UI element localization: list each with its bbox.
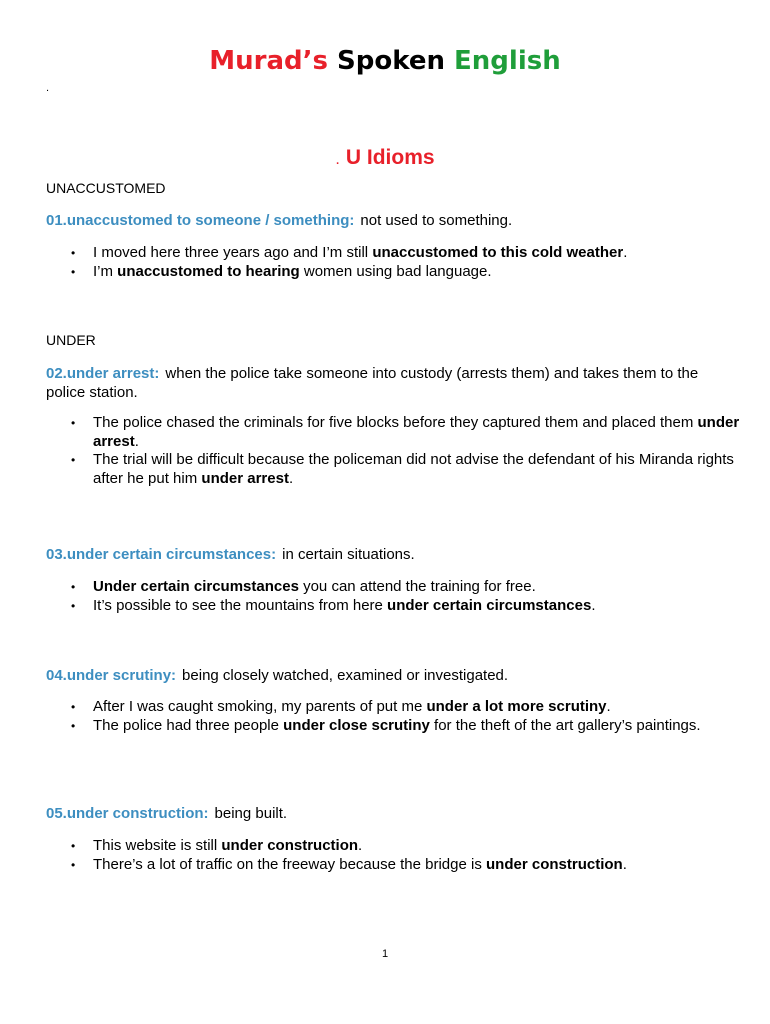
idiom-term: 05.under construction: [46, 805, 209, 822]
example-item: • I moved here three years ago and I’m still unaccustomed to this cold weather. [71, 244, 628, 261]
idiom-entry-02 [46, 364, 726, 402]
example-idiom: under close scrutiny [283, 716, 430, 734]
bullet-icon: • [71, 700, 76, 714]
example-item: • I’m unaccustomed to hearing women using bad language. [71, 262, 492, 280]
example-list-05 [46, 837, 758, 874]
idiom-term: 02.under arrest: [46, 365, 160, 382]
example-item: • This website is still under construction. [71, 837, 363, 854]
example-item: • The police had three people under close scrutiny for the theft of the art gallery’s paintings. [71, 716, 701, 734]
document-title [0, 46, 770, 76]
example-list-01 [46, 244, 758, 281]
example-item: • There’s a lot of traffic on the freeway because the bridge is under construction. [71, 855, 627, 873]
section-title-prefix: . [335, 151, 340, 168]
bullet-icon: • [71, 718, 76, 733]
example-idiom: Under certain circumstances [93, 578, 299, 595]
section-title [0, 146, 770, 170]
idiom-definition: being built. [214, 805, 288, 822]
page-number: 1 [381, 948, 389, 960]
idiom-definition: in certain situations. [282, 546, 415, 563]
header-dot: . [46, 82, 50, 94]
example-idiom: unaccustomed to this cold weather [372, 244, 624, 261]
example-item: • Under certain circumstances you can attend the training for free. [71, 578, 536, 595]
example-idiom: under a lot more scrutiny [426, 698, 607, 715]
title-part-english: English [454, 46, 561, 76]
example-list-03 [46, 578, 758, 615]
idiom-term: 03.under certain circumstances: [46, 546, 277, 563]
example-item: • It’s possible to see the mountains from here under certain circumstances. [71, 596, 596, 614]
idiom-term: 04.under scrutiny: [46, 667, 177, 684]
bullet-icon: • [71, 246, 76, 260]
example-idiom: under arrest [201, 469, 289, 487]
bullet-icon: • [71, 839, 76, 853]
bullet-icon: • [71, 453, 76, 467]
bullet-icon: • [71, 857, 76, 872]
idiom-definition: when the police take someone into custody (arrests them) and takes them to the police station. [46, 365, 699, 401]
example-item: • The trial will be difficult because the policeman did not advise the defendant of his Miranda rights after he put him under arrest. [71, 451, 734, 487]
idiom-entry-03 [46, 545, 726, 564]
example-item: • After I was caught smoking, my parents of put me under a lot more scrutiny. [71, 698, 611, 715]
category-heading-under: UNDER [46, 332, 96, 348]
example-idiom: under arrest [93, 414, 740, 450]
example-list-04 [46, 698, 758, 735]
section-title-label: U Idioms [345, 146, 435, 169]
bullet-icon: • [71, 416, 76, 430]
category-heading-unaccustomed: UNACCUSTOMED [46, 180, 166, 196]
idiom-entry-01 [46, 211, 726, 230]
example-idiom: unaccustomed to hearing [117, 262, 300, 280]
example-item: • The police chased the criminals for five blocks before they captured them and placed them under arrest. [71, 414, 740, 450]
idiom-definition: being closely watched, examined or investigated. [182, 667, 509, 684]
bullet-icon: • [71, 264, 76, 279]
idiom-entry-05 [46, 804, 726, 823]
example-list-02 [46, 414, 758, 488]
example-idiom: under certain circumstances [387, 596, 592, 614]
example-idiom: under construction [486, 855, 623, 873]
idiom-definition: not used to something. [360, 212, 513, 229]
bullet-icon: • [71, 598, 76, 613]
example-idiom: under construction [221, 837, 359, 854]
title-part-spoken: Spoken [337, 46, 445, 76]
idiom-entry-04 [46, 666, 726, 685]
bullet-icon: • [71, 580, 76, 594]
idiom-term: 01.unaccustomed to someone / something: [46, 212, 355, 229]
title-part-murads: Murad’s [209, 46, 328, 76]
